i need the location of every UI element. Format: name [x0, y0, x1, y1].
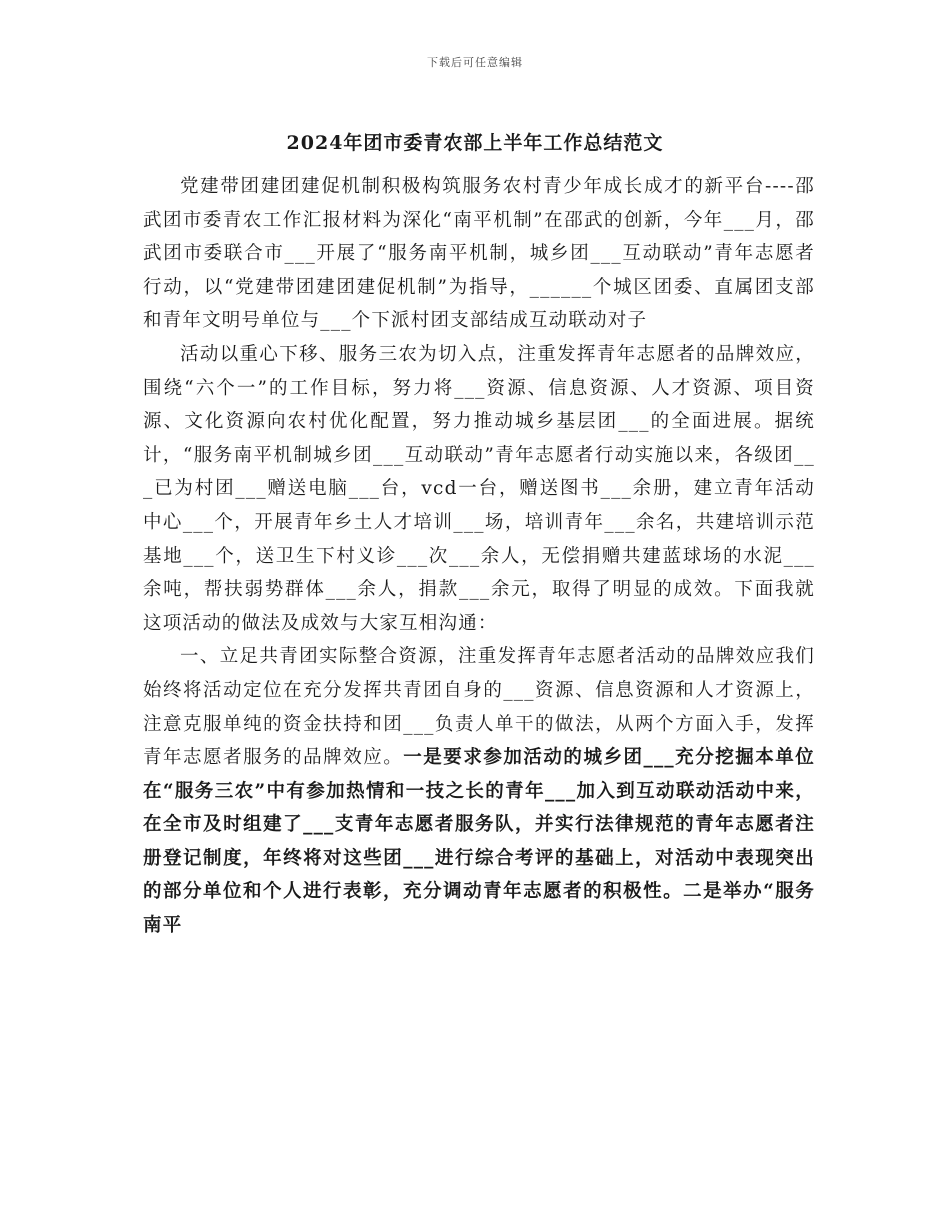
section-one-text: 一、立足共青团实际整合资源，注重发挥青年志愿者活动的品牌效应我们始终将活动定位在充分发挥共青团自身的___资源、信息资源和人才资源上，注意克服单纯的资金扶持和团___负责人单干的做法，从两个方面入手，发挥青年志愿者服务的品牌效应。: [143, 646, 815, 769]
paragraph-intro: 党建带团建团建促机制积极构筑服务农村青少年成长成才的新平台----邵武团市委青农工作汇报材料为深化“南平机制”在邵武的创新，今年___月，邵武团市委联合市___开展了“服务南平机制，城乡团___互动联动”青年志愿者行动，以“党建带团建团建促机制”为指导，______个城区团委、直属团支部和青年文明号单位与___个下派村团支部结成互动联动对子: [143, 176, 815, 332]
section-one-bold-text: 一是要求参加活动的城乡团___充分挖掘本单位在“服务三农”中有参加热情和一技之长的青年___加入到互动联动活动中来，在全市及时组建了___支青年志愿者服务队，并实行法律规范的青年志愿者注册登记制度，年终将对这些团___进行综合考评的基础上，对活动中表现突出的部分单位和个人进行表彰，充分调动青年志愿者的积极性。二是举办“服务南平: [143, 747, 815, 937]
paragraph-activity: 活动以重心下移、服务三农为切入点，注重发挥青年志愿者的品牌效应，围绕“六个一”的工作目标，努力将___资源、信息资源、人才资源、项目资源、文化资源向农村优化配置，努力推动城乡基层团___的全面进展。据统计，“服务南平机制城乡团___互动联动”青年志愿者行动实施以来，各级团___已为村团___赠送电脑___台，vcd一台，赠送图书___余册，建立青年活动中心___个，开展青年乡土人才培训___场，培训青年___余名，共建培训示范基地___个，送卫生下村义诊___次___余人，无偿捐赠共建蓝球场的水泥___余吨，帮扶弱势群体___余人，捐款___余元，取得了明显的成效。下面我就这项活动的做法及成效与大家互相沟通：: [143, 343, 815, 634]
document-title: 2024年团市委青农部上半年工作总结范文: [286, 132, 664, 154]
header-note: 下载后可任意编辑: [427, 56, 523, 69]
document-body: [143, 170, 815, 943]
paragraph-section-one: [143, 640, 815, 942]
